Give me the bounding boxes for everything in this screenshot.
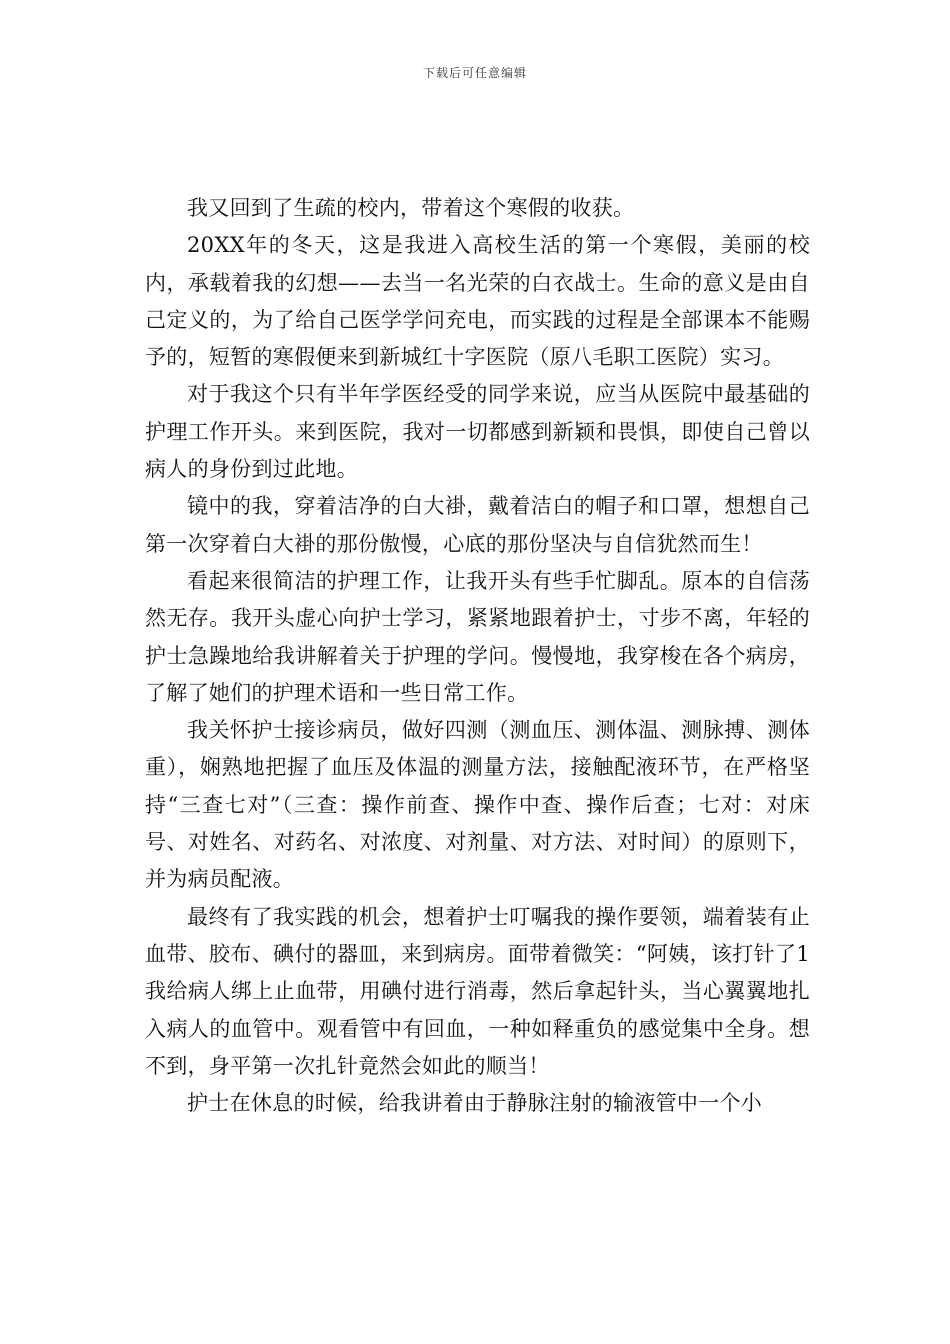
paragraph: 护士在休息的时候，给我讲着由于静脉注射的输液管中一个小 [187,1091,763,1116]
paragraph: 我又回到了生疏的校内，带着这个寒假的收获。 [187,196,635,220]
page-header-note: 下载后可任意编辑 [422,66,527,80]
paragraph: 20XX年的冬天，这是我进入高校生活的第一个寒假，美丽的校内，承载着我的幻想——去当一名光荣的白衣战士。生命的意义是由自己定义的，为了给自己医学学问充电，而实践的过程是全部课本不能赐予的，短暂的寒假便来到新城红十字医院（原八毛职工医院）实习。 [145,233,810,370]
paragraph: 看起来很简洁的护理工作，让我开头有些手忙脚乱。原本的自信荡然无存。我开头虚心向护士学习，紧紧地跟着护士，寸步不离，年轻的护士急躁地给我讲解着关于护理的学问。慢慢地，我穿梭在各个病房，了解了她们的护理术语和一些日常工作。 [145,568,810,705]
document-body [145,190,810,1122]
paragraph: 对于我这个只有半年学医经受的同学来说，应当从医院中最基础的护理工作开头。来到医院，我对一切都感到新颖和畏惧，即使自己曾以病人的身份到过此地。 [145,382,810,482]
paragraph: 镜中的我，穿着洁净的白大褂，戴着洁白的帽子和口罩，想想自己第一次穿着白大褂的那份傲慢，心底的那份坚决与自信犹然而生！ [145,494,810,556]
paragraph: 最终有了我实践的机会，想着护士叮嘱我的操作要领，端着装有止血带、胶布、碘付的器皿，来到病房。面带着微笑：“阿姨，该打针了1我给病人绑上止血带，用碘付进行消毒，然后拿起针头，当心翼翼地扎入病人的血管中。观看管中有回血，一种如释重负的感觉集中全身。想不到，身平第一次扎针竟然会如此的顺当！ [145,904,810,1078]
paragraph: 我关怀护士接诊病员，做好四测（测血压、测体温、测脉搏、测体重），娴熟地把握了血压及体温的测量方法，接触配液环节，在严格坚持“三查七对”（三查：操作前查、操作中查、操作后查；七对：对床号、对姓名、对药名、对浓度、对剂量、对方法、对时间）的原则下，并为病员配液。 [145,718,810,892]
